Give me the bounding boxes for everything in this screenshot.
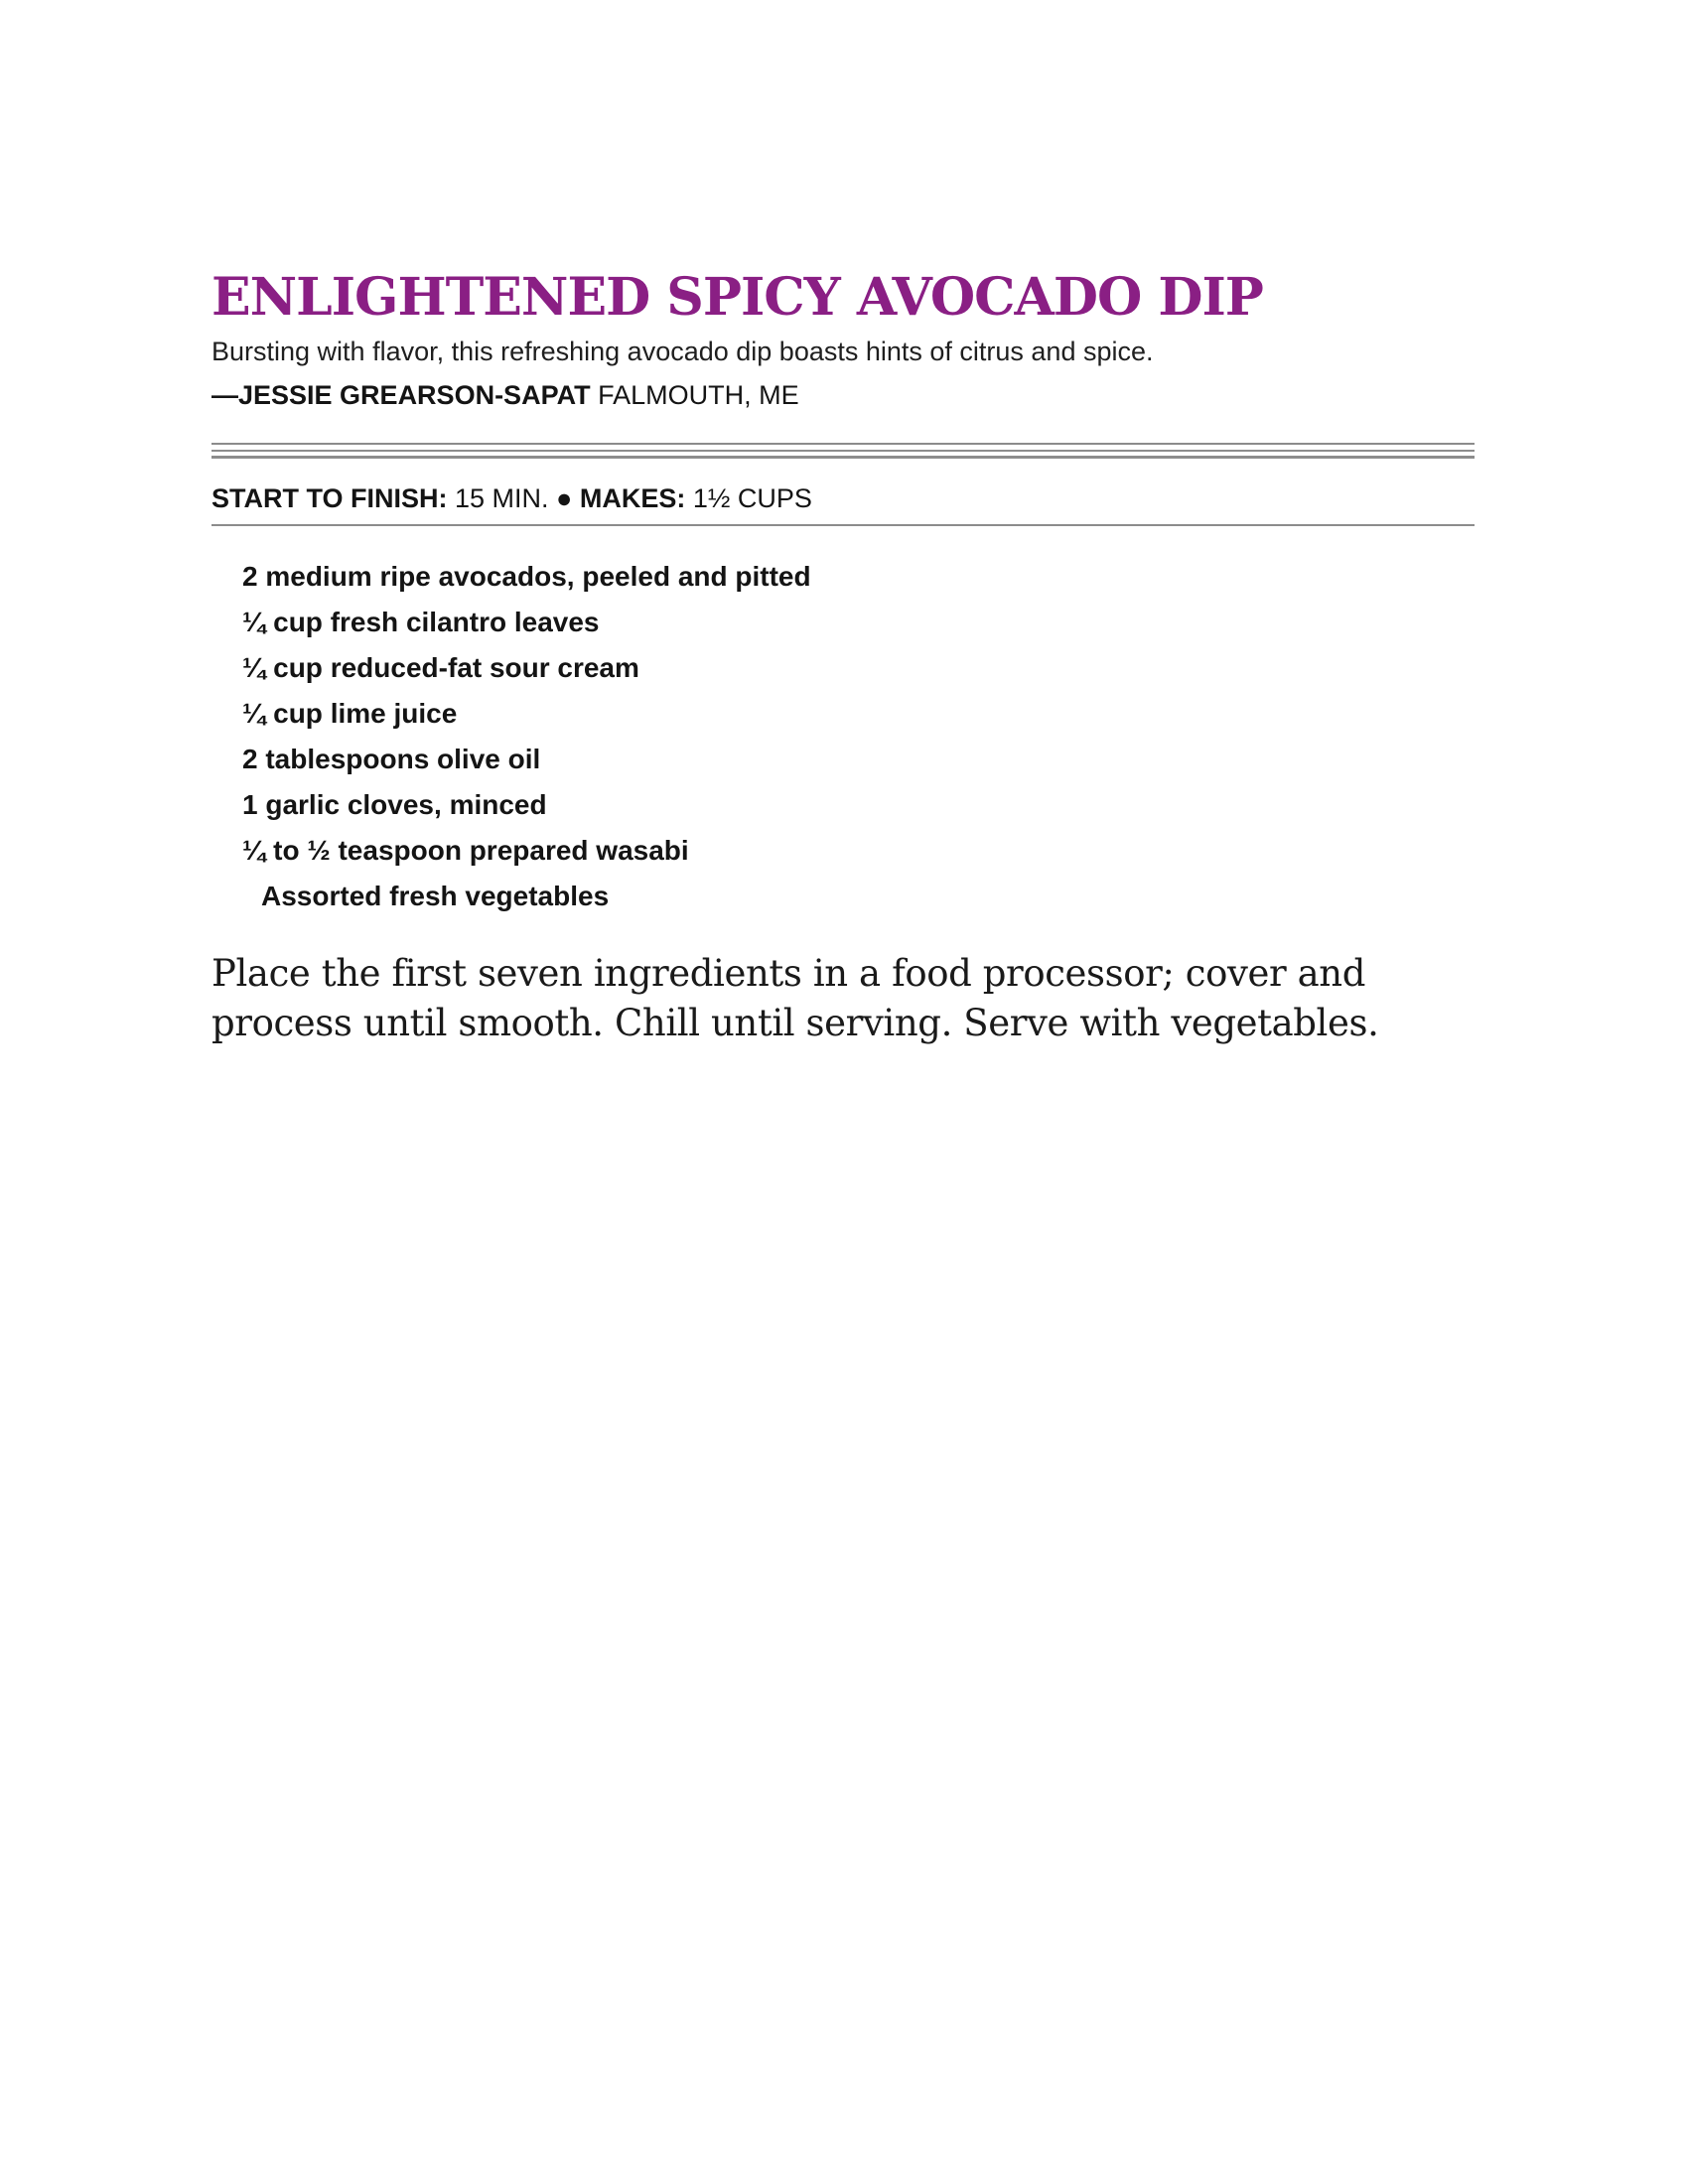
double-divider <box>211 443 1475 461</box>
time-label: START TO FINISH: <box>211 483 448 513</box>
recipe-directions: Place the first seven ingredients in a food processor; cover and process until smooth. Chill until serving. Serve with vegetables. <box>211 952 1379 1044</box>
meta-bullet: ● <box>556 483 573 513</box>
recipe-meta <box>211 480 1475 526</box>
recipe-card <box>211 266 1475 1085</box>
ingredient-item: 2 medium ripe avocados, peeled and pitted <box>242 561 811 592</box>
yield-value: 1½ CUPS <box>685 483 812 513</box>
ingredient-item: ¼ cup reduced-fat sour cream <box>242 652 639 683</box>
recipe-title: ENLIGHTENED SPICY AVOCADO DIP <box>211 267 1263 328</box>
ingredient-item: ¼ to ½ teaspoon prepared wasabi <box>242 835 689 866</box>
recipe-intro: Bursting with flavor, this refreshing avocado dip boasts hints of citrus and spice. <box>211 337 1154 366</box>
time-value: 15 MIN. <box>447 483 557 513</box>
ingredient-item: ¼ cup lime juice <box>242 698 458 729</box>
recipe-byline <box>211 377 1475 413</box>
divider-line-top <box>211 443 1475 452</box>
divider-line-bottom <box>211 456 1475 459</box>
ingredient-item: ¼ cup fresh cilantro leaves <box>242 607 600 637</box>
byline-author: —JESSIE GREARSON-SAPAT <box>211 380 591 410</box>
ingredient-item: 2 tablespoons olive oil <box>242 744 541 774</box>
ingredient-list <box>211 554 1475 919</box>
ingredient-item: 1 garlic cloves, minced <box>242 789 547 820</box>
ingredient-item: Assorted fresh vegetables <box>261 881 610 911</box>
yield-label: MAKES: <box>572 483 686 513</box>
byline-location: FALMOUTH, ME <box>590 380 799 410</box>
